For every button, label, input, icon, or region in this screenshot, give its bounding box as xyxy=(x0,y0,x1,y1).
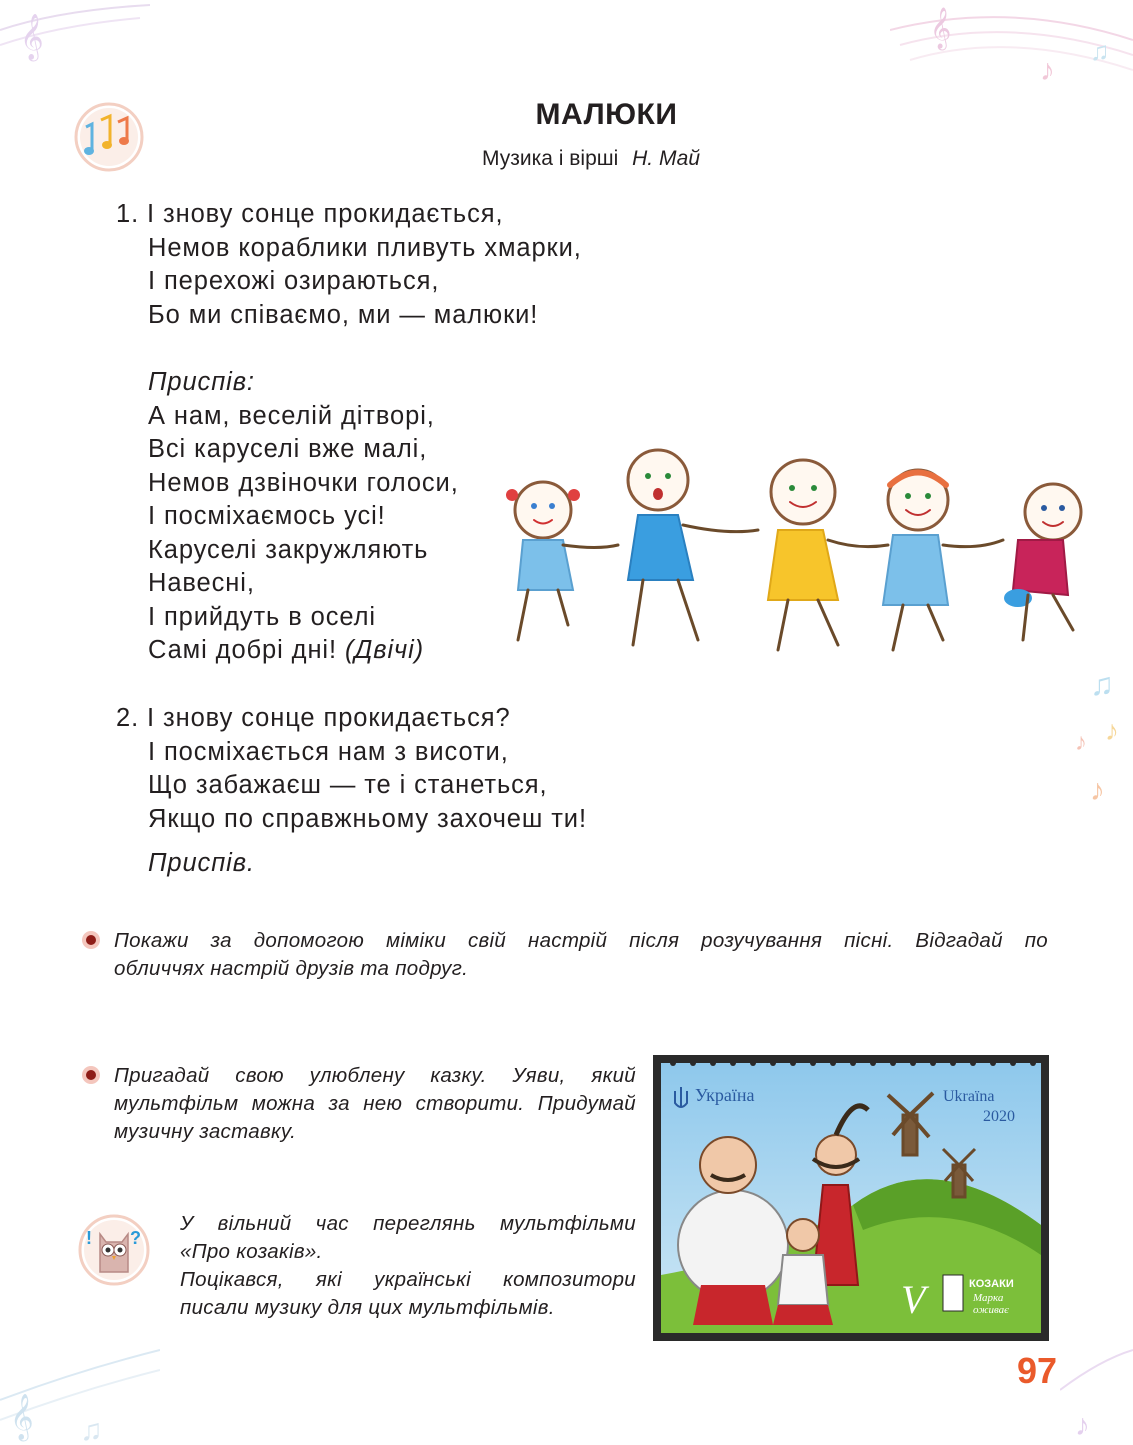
stamp-tag1: Марка xyxy=(973,1292,1004,1304)
task-line: мультфільм можна за нею створити. Придумай xyxy=(114,1092,636,1115)
verse-line: 2. І знову сонце прокидається? xyxy=(116,704,511,732)
credit-author: Н. Май xyxy=(632,147,701,170)
chorus-ref: Приспів. xyxy=(148,849,255,877)
verse-1 xyxy=(116,198,582,332)
svg-text:♫: ♫ xyxy=(80,1414,103,1445)
chorus-line: А нам, веселій дітворі, xyxy=(148,401,435,430)
chorus-line-last xyxy=(148,634,459,668)
chorus-last-text: Самі добрі дні! xyxy=(148,636,337,664)
svg-text:𝄞: 𝄞 xyxy=(10,1395,34,1439)
verse-line: Немов кораблики пливуть хмарки, xyxy=(148,233,582,262)
verse-line: 1. І знову сонце прокидається, xyxy=(116,200,504,228)
svg-text:♫: ♫ xyxy=(1090,666,1114,702)
corner-music-decoration-icon xyxy=(890,0,1133,110)
verse-line: І перехожі озираються, xyxy=(148,267,440,295)
owl-question-icon xyxy=(78,1214,150,1286)
task-line: писали музику для цих мультфільмів. xyxy=(180,1296,555,1319)
side-notes-decoration-icon xyxy=(1070,650,1133,820)
chorus xyxy=(148,366,459,668)
stamp-tag2: оживає xyxy=(973,1304,1009,1316)
task-line: Пригадай свою улюблену казку. Уяви, який xyxy=(114,1064,636,1087)
song-title: МАЛЮКИ xyxy=(535,98,678,131)
task-line: Покажи за допомогою міміки свій настрій після розучування пісні. Відгадай по xyxy=(114,929,1048,952)
bullet-dot-icon xyxy=(82,1066,100,1084)
credit-label: Музика і вірші xyxy=(482,147,619,170)
stamp-country-latin: Ukraïna xyxy=(943,1088,995,1105)
corner-music-decoration-icon xyxy=(1060,1300,1133,1445)
chorus-line: Каруселі закружляють xyxy=(148,535,429,564)
chorus-line: Всі каруселі вже малі, xyxy=(148,435,428,463)
task-line: Поцікався, які українські композитори xyxy=(180,1268,636,1291)
verse-line: Якщо по справжньому захочеш ти! xyxy=(148,804,587,833)
svg-text:♪: ♪ xyxy=(1040,54,1055,87)
repeat-note: (Двічі) xyxy=(344,636,425,664)
svg-text:♪: ♪ xyxy=(1105,715,1119,746)
task-line: У вільний час переглянь мультфільми xyxy=(180,1212,636,1235)
svg-text:♫: ♫ xyxy=(1090,36,1110,66)
svg-text:♪: ♪ xyxy=(1090,774,1105,807)
verse-line: Що забажаєш — те і станеться, xyxy=(148,771,548,799)
dancing-children-illustration xyxy=(498,440,1088,660)
chorus-line: Немов дзвіночки голоси, xyxy=(148,468,459,497)
svg-text:♪: ♪ xyxy=(1075,1409,1090,1442)
chorus-line: Навесні, xyxy=(148,569,255,597)
cossacks-postage-stamp xyxy=(653,1055,1049,1341)
task-line: музичну заставку. xyxy=(114,1120,297,1143)
svg-text:𝄞: 𝄞 xyxy=(20,15,44,59)
task-1 xyxy=(114,927,1048,983)
stamp-letter: V xyxy=(901,1277,926,1322)
bullet-dot-icon xyxy=(82,931,100,949)
page-number: 97 xyxy=(1016,1350,1057,1391)
task-2 xyxy=(114,1062,636,1146)
chorus-line: І прийдуть в оселі xyxy=(148,602,376,631)
chorus-line: І посміхаємось усі! xyxy=(148,502,386,530)
verse-line: І посміхається нам з висоти, xyxy=(148,737,509,766)
verse-2 xyxy=(116,702,587,881)
task-line: «Про козаків». xyxy=(180,1240,323,1263)
corner-music-decoration-icon xyxy=(0,0,150,80)
stamp-brand: КОЗАКИ xyxy=(969,1278,1014,1290)
verse-line: Бо ми співаємо, ми — малюки! xyxy=(148,300,539,329)
chorus-label: Приспів: xyxy=(148,368,255,396)
corner-music-decoration-icon xyxy=(0,1330,160,1445)
song-credit xyxy=(482,147,700,171)
svg-text:𝄞: 𝄞 xyxy=(930,7,952,48)
stamp-year: 2020 xyxy=(983,1108,1015,1125)
svg-text:!: ! xyxy=(86,1228,92,1248)
task-3 xyxy=(180,1210,636,1322)
stamp-country: Україна xyxy=(695,1085,755,1105)
svg-text:?: ? xyxy=(130,1228,141,1248)
svg-text:♪: ♪ xyxy=(1075,729,1087,756)
task-line: обличчях настрій друзів та подруг. xyxy=(114,957,469,980)
